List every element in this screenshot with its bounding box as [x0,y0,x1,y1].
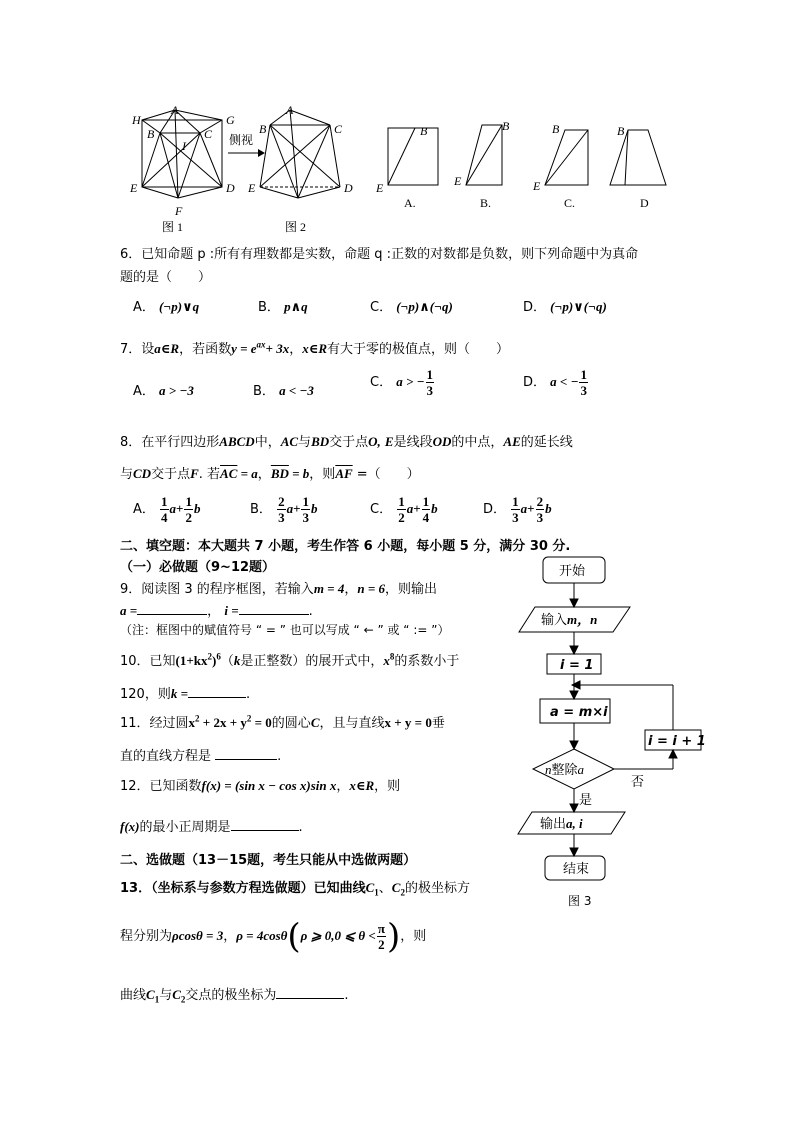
flow-caption: 图 3 [568,894,592,908]
figures-row [120,100,680,235]
q6-option-b: B． p∧q [258,299,308,315]
arrow-icon [258,149,265,157]
fig2-label-e: E [248,181,256,195]
q12-line1: 12．已知函数f(x) = (sin x − cos x)sin x，x∈R，则 [120,778,401,794]
q8-option-d: D． $\frac{1}{3}$ a+ $\frac{2}{3}$ b [483,494,552,525]
flow-start-text: 开始 [559,564,586,579]
q9-line1: 9．阅读图 3 的程序框图，若输入m = 4，n = 6，则输出 [120,581,438,597]
q7-option-d: D． a < − $\frac{1}{3}$ [523,367,587,398]
flow-init-text: i = 1 [560,658,594,673]
q8-option-b: B． $\frac{2}{3}$ a+ $\frac{1}{3}$ b [250,494,318,525]
q13-line1: 13．（坐标系与参数方程选做题）已知曲线$C_1$、$C_2$的极坐标方 [120,880,470,898]
opt-b-label-b: B [502,119,510,133]
option-b-caption: B. [480,196,492,210]
opt-a-label-b: B [420,124,428,138]
option-b-figure [466,125,502,185]
label-h: H [132,113,141,127]
label-i: I [182,139,186,153]
opt-b-label-e: E [454,174,462,188]
q6-line2: 题的是（ ） [120,270,212,285]
figure-1-caption: 图 1 [162,220,184,234]
section-2-title: 二、填空题：本大题共 7 小题，考生作答 6 小题，每小题 5 分，满分 30 分. [120,539,571,554]
label-d: D [226,181,235,195]
flow-input-text: 输入m，n [541,612,598,628]
q11-line2: 直的直线方程是 . [120,749,282,764]
opt-a-label-e: E [376,181,384,195]
label-b: B [147,127,155,141]
flow-output-text: 输出a, i [540,816,583,832]
section-2-sub: （一）必做题（9~12题） [120,560,276,575]
option-d-caption: D [640,196,649,210]
q7-option-a: A． a > −3 [133,383,194,399]
flowchart [515,552,710,912]
q13-blank[interactable] [276,986,344,999]
label-f: F [175,204,183,218]
label-g: G [226,113,235,127]
figure-2 [260,110,340,198]
q8-option-c: C． $\frac{1}{2}$ a+ $\frac{1}{4}$ b [370,494,438,525]
flow-decision-text: n整除a [545,762,585,778]
label-a: A [171,103,179,117]
flow-incr-text: i = i + 1 [648,734,706,749]
option-c-caption: C. [564,196,576,210]
figure-2-caption: 图 2 [285,220,307,234]
q7-stem: 7．设a∈R，若函数$y = e^{ax}+ 3x$，x∈R有大于零的极值点，则（ ） [120,339,510,357]
flow-assign-text: a = m×i [550,705,608,720]
q11-blank[interactable] [215,747,277,760]
q8-line2: 与CD交于点F. 若$\overline{AC} = a$，$\overline{BD} = b$，则$\overline{AF}$ =（ ） [120,466,420,482]
section-3-title: 二、选做题（13－15题，考生只能从中选做两题） [120,853,417,868]
q9-note: （注：框图中的赋值符号 “ = ” 也可以写成 “ ← ” 或 “ := ”） [120,623,450,637]
q6-option-a: A． (¬p)∨q [133,299,200,315]
q10-line1: 10．已知$(1+kx^2)^6(k$是正整数）的展开式中，$x^8$的系数小于 [120,651,460,669]
option-d-figure [610,130,666,185]
q6-option-c: C． (¬p)∧(¬q) [370,299,453,315]
q6-line1: 6．已知命题 p :所有有理数都是实数，命题 q :正数的对数都是负数，则下列命题中为真命 [120,247,639,262]
q11-line1: 11．经过圆$x^2 + 2x + y^2 = 0$的圆心C，且与直线x + y = 0垂 [120,713,445,731]
q12-line2: f(x)的最小正周期是 . [120,819,303,835]
q10-line2: 120，则k = . [120,686,251,702]
q7-option-c: C． a > − $\frac{1}{3}$ [370,367,434,398]
q7-option-b: B． a < −3 [253,383,314,399]
opt-c-label-e: E [533,179,541,193]
q8-line1: 8．在平行四边形ABCD中，AC与BD交于点O, E是线段OD的中点，AE的延长线 [120,434,573,450]
option-a-figure [388,128,438,185]
figure-1 [142,110,222,198]
q8-option-a: A． $\frac{1}{4}$ a+ $\frac{1}{2}$ b [133,494,201,525]
option-a-caption: A. [404,196,416,210]
label-e: E [130,181,138,195]
q10-blank[interactable] [188,685,246,698]
flow-no-label: 否 [631,775,645,790]
q12-blank[interactable] [231,818,299,831]
q9-blank-a[interactable] [137,602,207,615]
q13-line3: 曲线$C_1$与$C_2$交点的极坐标为 . [120,987,349,1005]
fig2-label-d: D [344,181,353,195]
fig2-label-b: B [259,122,267,136]
q9-blank-i[interactable] [239,602,309,615]
opt-c-label-b: B [552,122,560,136]
flow-end-text: 结束 [563,862,590,877]
side-view-label: 侧视 [229,133,254,147]
fig2-label-c: C [334,122,343,136]
q9-line2: a = ， i = . [120,603,313,619]
fig2-label-a: A [286,103,294,117]
q6-option-d: D． (¬p)∨(¬q) [523,299,607,315]
flow-yes-label: 是 [579,793,593,808]
option-c-figure [545,130,588,185]
opt-d-label-b: B [617,124,625,138]
label-c: C [204,127,213,141]
q13-line2: 程分别为ρcosθ = 3，ρ = 4cosθ(ρ ⩾ 0,0 ⩽ θ < $\frac{\pi}{2}$ )，则 [120,916,427,957]
